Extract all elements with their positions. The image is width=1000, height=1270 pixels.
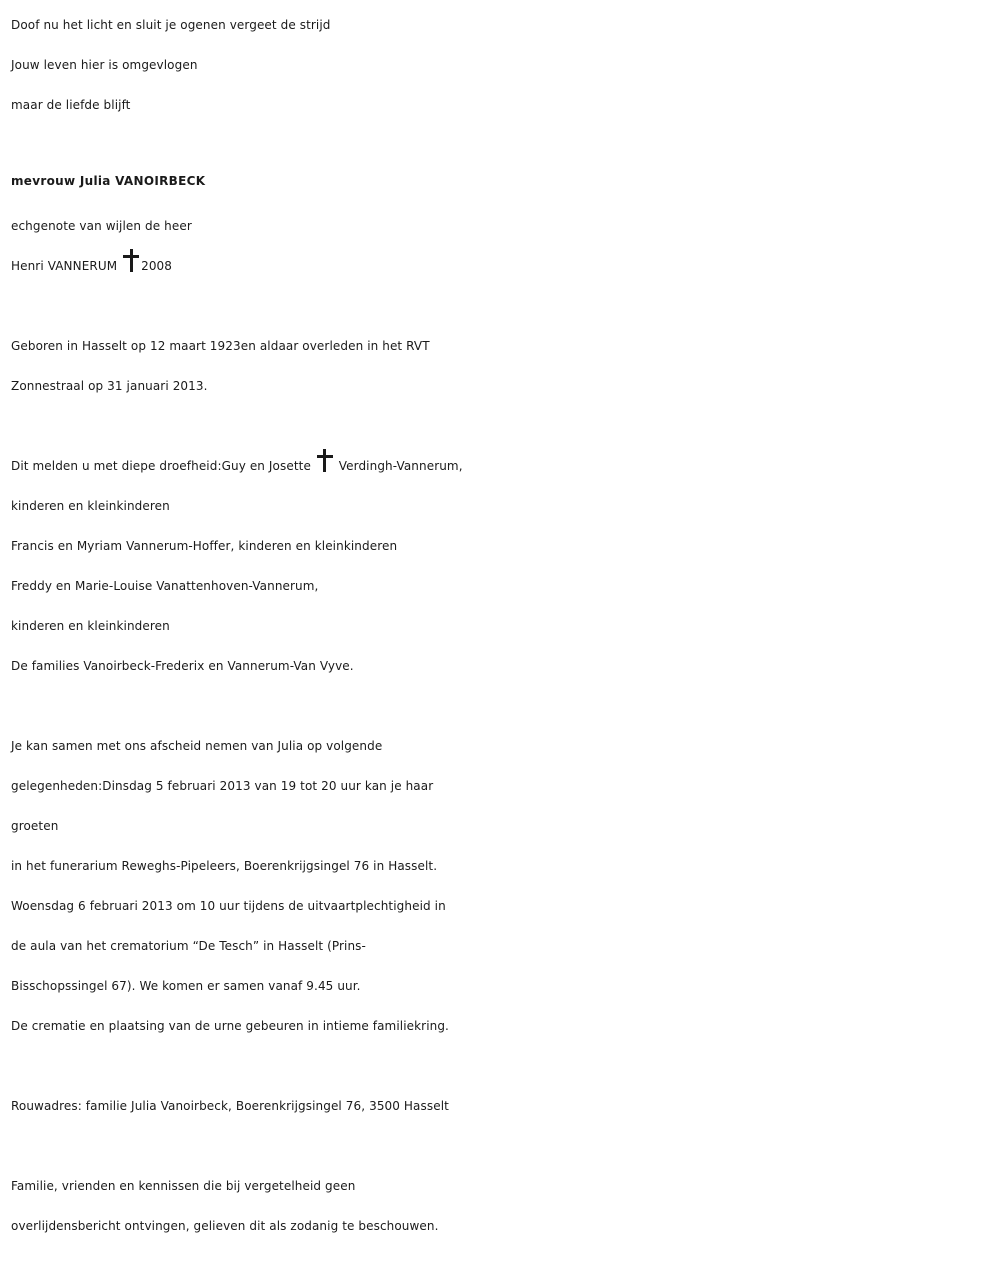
poem-line: Doof nu het licht en sluit je ogenen vergeet de strijd	[11, 18, 331, 32]
spacer	[11, 1126, 991, 1166]
announcers-intro: Dit melden u met diepe droefheid:Guy en Josette	[11, 459, 311, 473]
paragraph-line: overlijdensbericht ontvingen, gelieven dit als zodanig te beschouwen.	[11, 1219, 439, 1233]
paragraph-line	[11, 446, 991, 486]
spacer	[11, 686, 991, 726]
paragraph-line: Je kan samen met ons afscheid nemen van Julia op volgende	[11, 739, 383, 753]
paragraph-line: Familie, vrienden en kennissen die bij vergetelheid geen	[11, 1179, 356, 1193]
spouse-name-line	[11, 246, 991, 286]
paragraph-line: de aula van het crematorium “De Tesch” in Hasselt (Prins-	[11, 939, 366, 953]
obituary-notice	[11, 5, 991, 1246]
paragraph-line: Zonnestraal op 31 januari 2013.	[11, 379, 208, 393]
poem-line: Jouw leven hier is omgevlogen	[11, 58, 198, 72]
paragraph-line: Bisschopssingel 67). We komen er samen vanaf 9.45 uur.	[11, 979, 361, 993]
paragraph-line: kinderen en kleinkinderen	[11, 619, 170, 633]
paragraph-line: in het funerarium Reweghs-Pipeleers, Boerenkrijgsingel 76 in Hasselt.	[11, 859, 438, 873]
announcers-family-name: Verdingh-Vannerum,	[338, 459, 463, 473]
paragraph-line: Freddy en Marie-Louise Vanattenhoven-Vannerum,	[11, 579, 319, 593]
cross-icon	[317, 448, 333, 473]
poem	[11, 5, 991, 125]
paragraph-line: Francis en Myriam Vannerum-Hoffer, kinderen en kleinkinderen	[11, 539, 398, 553]
spouse-line: echgenote van wijlen de heer	[11, 219, 192, 233]
paragraph-line: gelegenheden:Dinsdag 5 februari 2013 van 19 tot 20 uur kan je haar	[11, 779, 434, 793]
paragraph-line: De crematie en plaatsing van de urne gebeuren in intieme familiekring.	[11, 1019, 449, 1033]
paragraph-line: Woensdag 6 februari 2013 om 10 uur tijdens de uitvaartplechtigheid in	[11, 899, 446, 913]
poem-line: maar de liefde blijft	[11, 98, 131, 112]
spouse-name: Henri VANNERUM	[11, 259, 118, 273]
closing-paragraph	[11, 1166, 991, 1246]
mourning-address: Rouwadres: familie Julia Vanoirbeck, Boerenkrijgsingel 76, 3500 Hasselt	[11, 1099, 449, 1113]
spacer	[11, 1046, 991, 1086]
paragraph-line: Geboren in Hasselt op 12 maart 1923en aldaar overleden in het RVT	[11, 339, 430, 353]
announcers-paragraph	[11, 446, 991, 686]
birth-death-paragraph	[11, 326, 991, 406]
farewell-paragraph	[11, 726, 991, 1046]
cross-icon	[123, 248, 139, 273]
spouse-death-year: 2008	[141, 259, 173, 273]
spacer	[11, 406, 991, 446]
deceased-name: mevrouw Julia VANOIRBECK	[11, 174, 206, 188]
paragraph-line: De families Vanoirbeck-Frederix en Vannerum-Van Vyve.	[11, 659, 354, 673]
spacer	[11, 286, 991, 326]
paragraph-line: kinderen en kleinkinderen	[11, 499, 170, 513]
paragraph-line: groeten	[11, 819, 59, 833]
